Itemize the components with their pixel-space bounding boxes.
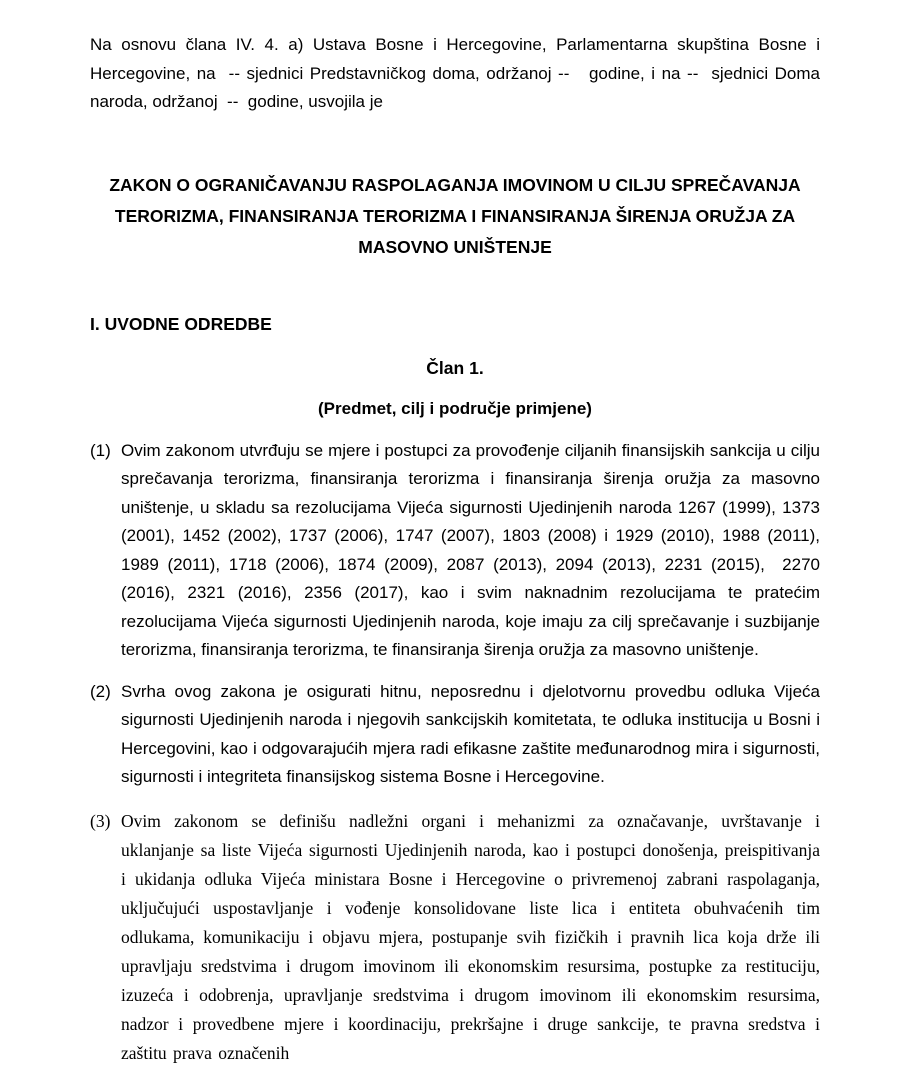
- law-title: ZAKON O OGRANIČAVANJU RASPOLAGANJA IMOVINOM U CILJU SPREČAVANJA TERORIZMA, FINANSIRANJA TERORIZMA I FINANSIRANJA ŠIRENJA ORUŽJA ZA MASOVNO UNIŠTENJE: [109, 174, 801, 257]
- paragraph-1-text: Ovim zakonom utvrđuju se mjere i postupci za provođenje ciljanih finansijskih sankcija u cilju sprečavanja terorizma, finansiranja terorizma i finansiranja širenja oružja za masovno uništenje, u skladu sa rezolucijama Vijeća sigurnosti Ujedinjenih naroda 1267 (1999), 1373 (2001), 1452 (2002), 1737 (2006), 1747 (2007), 1803 (2008) i 1929 (2010), 1988 (2011), 1989 (2011), 1718 (2006), 1874 (2009), 2087 (2013), 2094 (2013), 2231 (2015), 2270 (2016), 2321 (2016), 2356 (2017), kao i svim naknadnim rezolucijama te pratećim rezolucijama Vijeća sigurnosti Ujedinjenih naroda, koje imaju za cilj sprečavanje i suzbijanje terorizma, finansiranja terorizma, te finansiranja širenja oružja za masovno uništenje.: [121, 440, 820, 659]
- article-number: Član 1.: [426, 357, 484, 378]
- paragraph-1-number: (1): [90, 440, 111, 460]
- paragraph-2: [90, 678, 820, 792]
- paragraph-3: [90, 807, 820, 1068]
- paragraph-3-text: Ovim zakonom se definišu nadležni organi i mehanizmi za označavanje, uvrštavanje i uklanjanje sa liste Vijeća sigurnosti Ujedinjenih naroda, kao i postupci donošenja, preispitivanja i ukidanja odluka Vijeća ministara Bosne i Hercegovine o privremenoj zabrani raspolaganja, uključujući uspostavljanje i vođenje konsolidovane liste lica i entiteta obuhvaćenih tim odlukama, komunikaciju i objavu mjera, postupanje svih fizičkih i pravnih lica koja drže ili upravljaju sredstvima i drugom imovinom ili ekonomskim resursima, postupke za restituciju, izuzeća i odobrenja, upravljanje sredstvima i drugom imovinom ili ekonomskim resursima, nadzor i provedbene mjere i koordinaciju, prekršajne i druge sankcije, te pravna sredstva i zaštitu prava označenih: [121, 810, 820, 1063]
- paragraph-3-number: (3): [90, 810, 111, 831]
- article-subtitle: (Predmet, cilj i područje primjene): [318, 398, 592, 418]
- paragraph-1: [90, 437, 820, 665]
- paragraph-2-text: Svrha ovog zakona je osigurati hitnu, neposrednu i djelotvornu provedbu odluka Vijeća sigurnosti Ujedinjenih naroda i njegovih sankcijskih komitetata, te odluka institucija u Bosni i Hercegovini, kao i odgovarajućih mjera radi efikasne zaštite međunarodnog mira i sigurnosti, sigurnosti i integriteta finansijskog sistema Bosne i Hercegovine.: [121, 681, 820, 786]
- preamble-paragraph: Na osnovu člana IV. 4. a) Ustava Bosne i Hercegovine, Parlamentarna skupština Bosne i Hercegovine, na -- sjednici Predstavničkog doma, održanoj -- godine, i na -- sjednici Doma naroda, održanoj -- godine, usvojila je: [90, 35, 820, 111]
- section-heading: I. UVODNE ODREDBE: [90, 313, 272, 334]
- paragraph-2-number: (2): [90, 681, 111, 701]
